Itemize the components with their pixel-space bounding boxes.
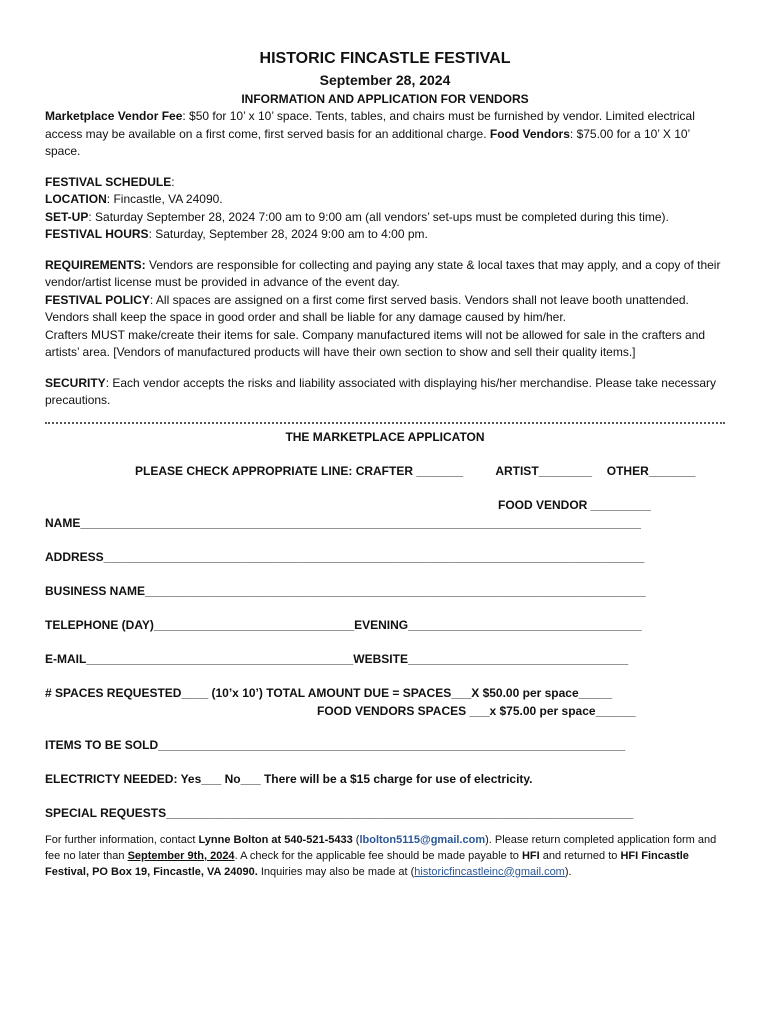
vendor-application-page [45,50,725,880]
document-subtitle: INFORMATION AND APPLICATION FOR VENDORS [241,92,529,106]
security-paragraph: SECURITY: Each vendor accepts the risks and liability associated with displaying his/her merchandise. Please take necessary precautions. [45,375,716,407]
name-field[interactable]: NAME____________________________________________________________________________________ [45,515,641,530]
application-heading: THE MARKETPLACE APPLICATON [285,429,485,444]
payee-name: HFI [521,849,540,862]
mailing-address: HFI Fincastle Festival, PO Box 19, Fincastle, VA 24090. [45,849,689,878]
crafter-line[interactable]: PLEASE CHECK APPROPRIATE LINE: CRAFTER _______ [135,463,464,478]
telephone-field[interactable]: TELEPHONE (DAY)______________________________EVENING___________________________________ [45,617,642,632]
other-line[interactable]: OTHER_______ [606,463,696,478]
document-header [45,50,725,106]
category-check-line [45,462,725,480]
footer-instructions: For further information, contact Lynne Bolton at 540-521-5433 (lbolton5115@gmail.com). Please return completed application form and fee no later than September 9th, 2024. A check for the applicable fee should be made payable to HFI and returned to HFI Fincastle Festival, PO Box 19, Fincastle, VA 24090. Inquiries may also be made at (historicfincastleinc@gmail.com). [45,833,717,878]
contact-email-link[interactable]: lbolton5115@gmail.com [359,833,486,846]
address-field[interactable]: ADDRESS_________________________________________________________________________________ [45,549,645,564]
section-divider [45,422,725,424]
crafters-paragraph: Crafters MUST make/create their items for sale. Company manufactured items will not be allowed for sale in the crafters and artists’ area. [Vendors of manufactured products will have their own section to show and sell their quality items.] [45,327,706,359]
electricity-needed-field[interactable]: ELECTRICTY NEEDED: Yes___ No___ There will be a $15 charge for use of electricity. [45,771,533,786]
festival-hours-line: FESTIVAL HOURS: Saturday, September 28, 2024 9:00 am to 4:00 pm. [45,227,428,241]
items-to-be-sold-field[interactable]: ITEMS TO BE SOLD______________________________________________________________________ [45,737,626,752]
food-vendor-fee-text: : $75.00 for a 10’ X 10’ space. [45,126,690,158]
festival-policy-paragraph: FESTIVAL POLICY: All spaces are assigned on a first come first served basis. Vendors shall not leave booth unattended. Vendors shall keep the space in good order and shall be liable for any damage caused by him/her. [45,292,689,324]
schedule-heading: FESTIVAL SCHEDULE: [45,174,175,189]
food-vendor-line[interactable]: FOOD VENDOR _________ [498,497,651,512]
artist-line[interactable]: ARTIST________ [495,463,593,478]
festival-date: September 28, 2024 [319,72,451,88]
food-vendor-fee-label: Food Vendors [489,126,570,141]
marketplace-fee-text: : $50 for 10’ x 10’ space. Tents, tables, and chairs must be furnished by vendor. Limited electrical access may be available on a first come, first served basis for an additional charge. [45,109,695,141]
festival-title: HISTORIC FINCASTLE FESTIVAL [259,50,511,67]
requirements-paragraph: REQUIREMENTS: Vendors are responsible for collecting and paying any state & local taxes that may apply, and a copy of their vendor/artist license must be provided in advance of the event day. [45,257,721,289]
email-website-field[interactable]: E-MAIL________________________________________WEBSITE_________________________________ [45,651,629,666]
business-name-field[interactable]: BUSINESS NAME___________________________________________________________________________ [45,583,646,598]
contact-name-phone: Lynne Bolton at 540-521-5433 [198,833,353,846]
location-line: LOCATION: Fincastle, VA 24090. [45,192,223,206]
inquiry-email-link[interactable]: historicfincastleinc@gmail.com [414,865,565,878]
special-requests-field[interactable]: SPECIAL REQUESTS______________________________________________________________________ [45,805,634,820]
marketplace-fee-label: Marketplace Vendor Fee [45,109,183,123]
food-vendor-spaces-field[interactable]: FOOD VENDORS SPACES ___x $75.00 per space______ [317,703,636,718]
setup-line: SET-UP: Saturday September 28, 2024 7:00 am to 9:00 am (all vendors’ set-ups must be completed during this time). [45,209,669,224]
spaces-requested-field[interactable]: # SPACES REQUESTED____ (10’x 10’) TOTAL AMOUNT DUE = SPACES___X $50.00 per space_____ [45,685,613,700]
fee-paragraph [45,108,725,161]
deadline-date: September 9th, 2024 [127,849,235,862]
